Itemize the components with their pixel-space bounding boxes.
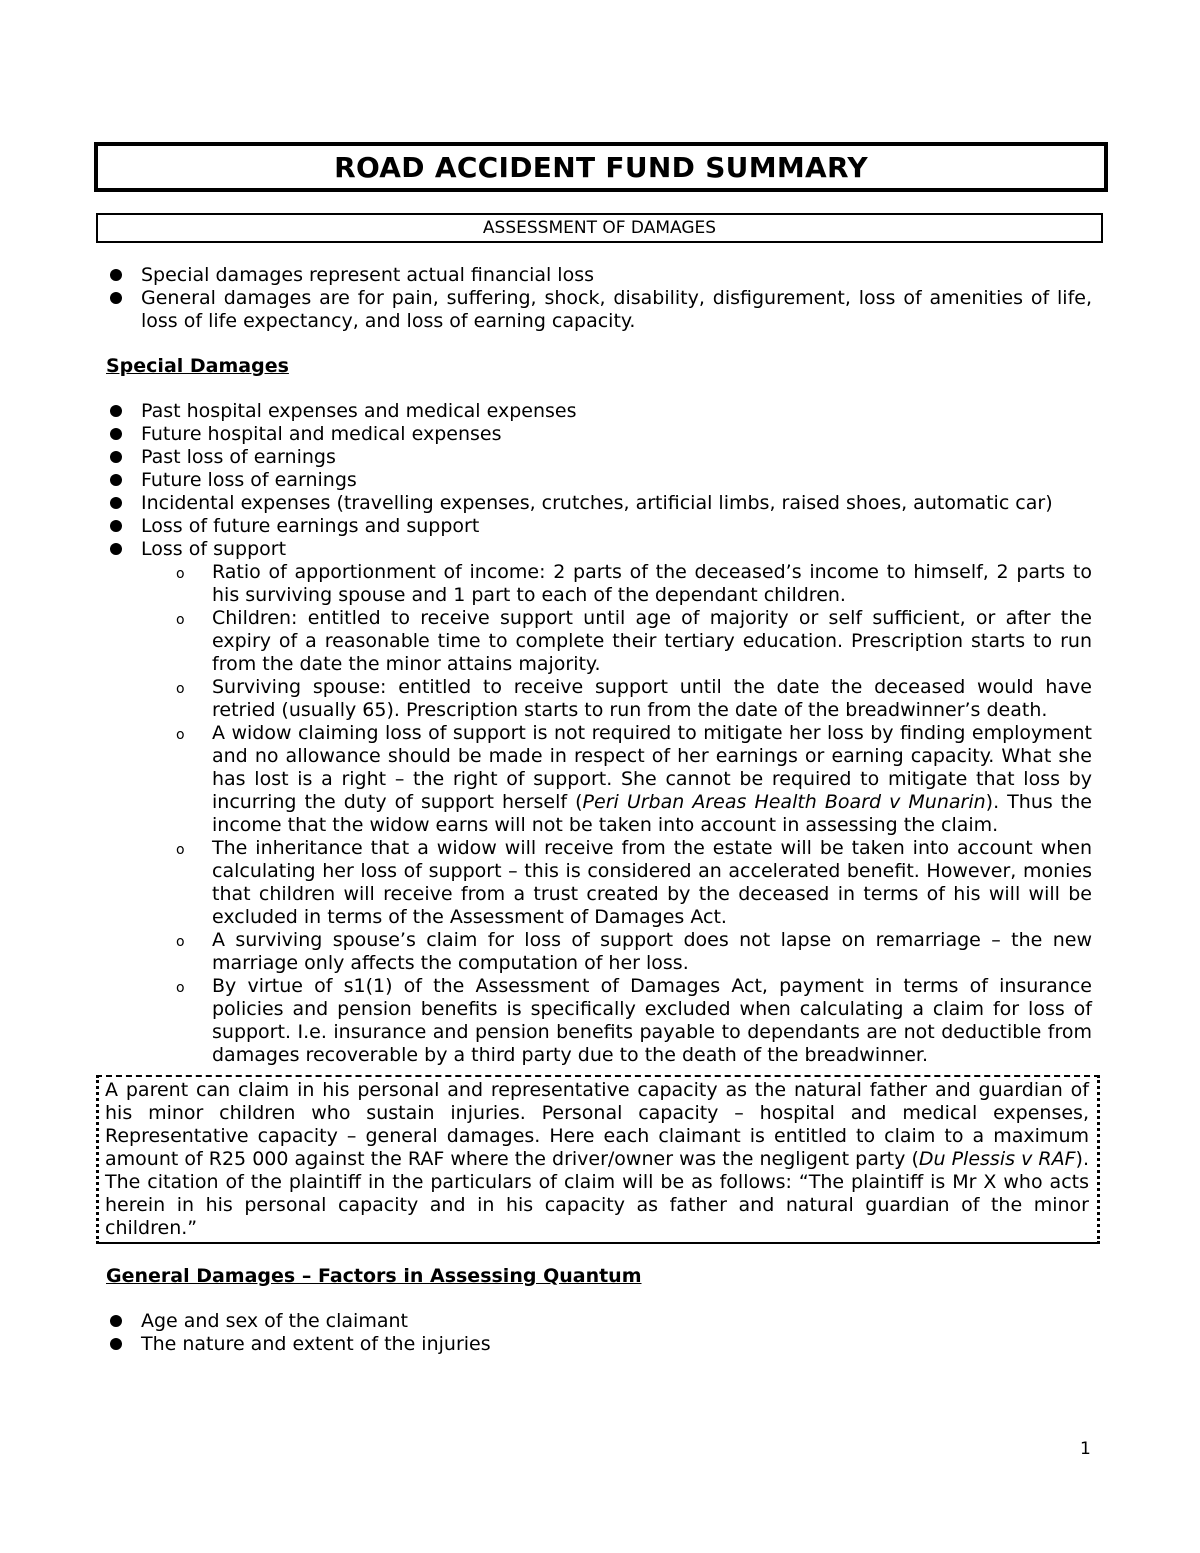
sub-list-item: o Children: entitled to receive support until age of majority or self sufficient, or after the expiry of a reasonable time to complete their tertiary education. Prescription starts to run from the date the minor attains majority. bbox=[212, 607, 1092, 676]
list-item: Future hospital and medical expenses bbox=[106, 423, 1092, 446]
list-item-label: Loss of support bbox=[141, 538, 287, 560]
title-box bbox=[94, 142, 1108, 192]
special-damages-list bbox=[106, 400, 1092, 1067]
widow-text-a: A widow claiming loss of support is not required to mitigate her loss by finding employment and no allowance should be made in respect of her earnings or earning capacity. What she has lost is a right – the right of support. She cannot be required to mitigate that loss by incurring the duty of support herself ( bbox=[212, 722, 1092, 813]
loss-of-support-item bbox=[106, 538, 1092, 1067]
list-item: General damages are for pain, suffering, shock, disability, disfigurement, loss of amenities of life, loss of life expectancy, and loss of earning capacity. bbox=[106, 287, 1092, 333]
section-subtitle: ASSESSMENT OF DAMAGES bbox=[482, 218, 717, 238]
general-damages-heading: General Damages – Factors in Assessing Quantum bbox=[106, 1265, 642, 1287]
intro-list bbox=[106, 264, 1092, 333]
widow-text-b: ). Thus the income that the widow earns will not be taken into account in assessing the claim. bbox=[212, 791, 1092, 836]
list-item: The nature and extent of the injuries bbox=[106, 1333, 1092, 1356]
general-damages-list bbox=[106, 1310, 1092, 1356]
note-text-b: ). The citation of the plaintiff in the particulars of claim will be as follows: “The plaintiff is Mr X who acts herein in his personal capacity and in his capacity as father and natural guardian of the minor children.” bbox=[105, 1148, 1089, 1239]
list-item: Past loss of earnings bbox=[106, 446, 1092, 469]
sub-list-item: o Surviving spouse: entitled to receive support until the date the deceased would have retried (usually 65). Prescription starts to run from the date of the breadwinner’s death. bbox=[212, 676, 1092, 722]
list-item: Age and sex of the claimant bbox=[106, 1310, 1092, 1333]
document-body bbox=[106, 264, 1092, 1356]
sub-list-item: o Ratio of apportionment of income: 2 parts of the deceased’s income to himself, 2 parts to his surviving spouse and 1 part to each of the dependant children. bbox=[212, 561, 1092, 607]
note-box bbox=[96, 1075, 1100, 1244]
subtitle-box bbox=[96, 213, 1103, 243]
note-text-a: A parent can claim in his personal and representative capacity as the natural father and guardian of his minor children who sustain injuries. Personal capacity – hospital and medical expenses, Representative capacity – general damages. Here each claimant is entitled to claim to a maximum amount of R25 000 against the RAF where the driver/owner was the negligent party ( bbox=[105, 1079, 1089, 1170]
page-number: 1 bbox=[1080, 1439, 1091, 1459]
list-item: Future loss of earnings bbox=[106, 469, 1092, 492]
sub-list-item bbox=[212, 722, 1092, 837]
list-item: Incidental expenses (travelling expenses, crutches, artificial limbs, raised shoes, automatic car) bbox=[106, 492, 1092, 515]
case-citation: Peri Urban Areas Health Board v Munarin bbox=[582, 791, 986, 813]
sub-list-item: o By virtue of s1(1) of the Assessment of Damages Act, payment in terms of insurance policies and pension benefits is specifically excluded when calculating a claim for loss of support. I.e. insurance and pension benefits payable to dependants are not deductible from damages recoverable by a third party due to the death of the breadwinner. bbox=[212, 975, 1092, 1067]
special-damages-heading: Special Damages bbox=[106, 355, 289, 377]
list-item: Past hospital expenses and medical expenses bbox=[106, 400, 1092, 423]
support-sublist bbox=[141, 561, 1092, 1067]
list-item: Loss of future earnings and support bbox=[106, 515, 1092, 538]
list-item: Special damages represent actual financial loss bbox=[106, 264, 1092, 287]
sub-list-item: o A surviving spouse’s claim for loss of support does not lapse on remarriage – the new marriage only affects the computation of her loss. bbox=[212, 929, 1092, 975]
sub-list-item: o The inheritance that a widow will receive from the estate will be taken into account when calculating her loss of support – this is considered an accelerated benefit. However, monies that children will receive from a trust created by the deceased in terms of his will will be excluded in terms of the Assessment of Damages Act. bbox=[212, 837, 1092, 929]
case-citation: Du Plessis v RAF bbox=[918, 1148, 1076, 1170]
document-title: ROAD ACCIDENT FUND SUMMARY bbox=[334, 150, 868, 184]
